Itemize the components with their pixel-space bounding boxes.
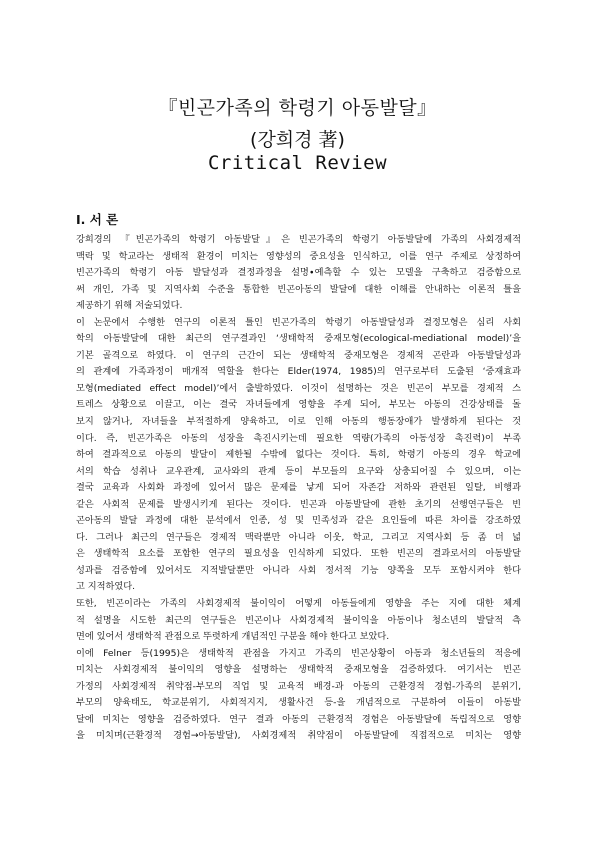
body-line: 써 개인, 가족 및 지역사회 수준을 통합한 빈곤아동의 발달에 대한 이해를 안내하는 이론적 틀을 [76,283,521,295]
body-line: 적 설명을 시도한 최근의 연구들은 빈곤이나 사회경제적 불이익을 아동이나 청소년의 발달적 측 [76,614,521,626]
body-line: 기본 골격으로 하였다. 이 연구의 근간이 되는 생태학적 중재모형은 경제적 곤란과 아동발달성과 [76,349,521,361]
body-line: 면에 있어서 생태학적 관점으로 뚜렷하게 개념적인 구분을 해야 한다고 보았다. [76,631,390,643]
body-line: 제공하기 위해 저술되었다. [76,300,183,312]
body-line: 이다. 즉, 빈곤가족은 아동의 성장을 촉진시키는데 필요한 역량(가족의 아동성장 촉진력)이 부족 [76,432,521,444]
body-line: 이에 Felner 등(1995)은 생태학적 관점을 가지고 가족의 빈곤상황이 아동과 청소년들의 적응에 [76,647,521,659]
body-line: 빈곤가족의 학령기 아동 발달성과 결정과정을 설명∙예측할 수 있는 모델을 구축하고 검증함으로 [76,267,521,279]
body-line: 학의 아동발달에 대한 최근의 연구결과인 ‘생태학적 중재모형(ecological-mediational model)’을 [76,333,521,345]
body-line: 부모의 양육태도, 학교분위기, 사회적지지, 생활사건 등-을 개념적으로 구분하여 이들이 아동발 [76,697,521,709]
body-line: 강희경의 『빈곤가족의 학령기 아동발달』은 빈곤가족의 학령기 아동발달에 가족의 사회경제적 [76,234,521,245]
body-line: 을 미치며(근환경적 경험→아동발달), 사회경제적 취약점이 아동발달에 직접적으로 미치는 영향 [76,730,521,742]
body-line: 맥락 및 학교라는 생태적 환경이 미치는 영향성의 중요성을 인식하고, 이를 연구 주제로 상정하여 [76,250,521,262]
body-line: 성과를 검증함에 있어서도 지적발달뿐만 아니라 사회 정서적 기능 양쪽을 모두 포함시켜야 한다 [76,564,521,576]
body-line: 곤아동의 발달 과정에 대한 분석에서 인종, 성 및 민족성과 같은 요인들에 따른 차이를 강조하였 [76,515,521,527]
body-line: 결국 교육과 사회화 과정에 있어서 많은 문제를 낳게 되어 자존감 저하와 관련된 일탈, 비행과 [76,482,521,494]
body-line: 또한, 빈곤이라는 가족의 사회경제적 불이익이 어떻게 아동들에게 영향을 주는 지에 대한 체계 [76,598,521,610]
body-line: 서의 학습 성취나 교우관계, 교사와의 관계 등이 부모들의 요구와 상충되어질 수 있으며, 이는 [76,465,521,477]
body-line: 다. 그러나 최근의 연구들은 경제적 맥락뿐만 아니라 이웃, 학교, 그리고 지역사회 등 좀 더 넓 [76,531,521,543]
body-line: 달에 미치는 영향을 검증하였다. 연구 결과 아동의 근환경적 경험은 아동발달에 독립적으로 영향 [76,713,521,725]
body-line: 트레스 상황으로 이끌고, 이는 결국 자녀들에게 영향을 주게 되어, 부모는 아동의 건강상태를 돌 [76,399,521,411]
body-line: 이 논문에서 수행한 연구의 이론적 틀인 빈곤가족의 학령기 아동발달성과 결정모형은 심리 사회 [76,316,521,328]
body-line: 가정의 사회경제적 취약점-부모의 직업 및 교육적 배경-과 아동의 근환경적 경험-가족의 분위기, [76,680,521,692]
body-line: 같은 사회적 문제를 발생시키게 된다는 것이다. 빈곤과 아동발달에 관한 초기의 선행연구들은 빈 [76,498,521,510]
body-line: 모형(mediated effect model)’에서 출발하였다. 이것이 설명하는 것은 빈곤이 부모를 경제적 스 [76,382,521,394]
body-line: 미치는 사회경제적 불이익의 영향을 설명하는 생태학적 중재모형을 검증하였다. 여기서는 빈곤 [76,664,521,676]
body-line: 의 관계에 가족과정이 매개적 역할을 한다는 Elder(1974, 1985)의 연구로부터 도출된 ‘중재효과 [76,366,521,378]
body-line: 하여 결과적으로 아동의 발달이 제한될 수밖에 없다는 것이다. 특히, 학령기 아동의 경우 학교에 [76,449,521,461]
document-subtitle: Critical Review [207,152,388,174]
body-text [76,232,521,745]
document-title: 『빈곤가족의 학령기 아동발달』 [158,97,437,119]
body-line: 은 생태학적 요소를 포함한 연구의 필요성을 인식하게 되었다. 또한 빈곤의 결과로서의 아동발달 [76,548,521,560]
body-line: 고 지적하였다. [76,581,136,593]
body-line: 보지 않거나, 자녀들을 부적절하게 양육하고, 이로 인해 아동의 행동장애가 발생하게 된다는 것 [76,416,521,428]
section-heading: Ⅰ. 서 론 [76,212,119,227]
document-author: (강희경 著) [250,129,345,151]
